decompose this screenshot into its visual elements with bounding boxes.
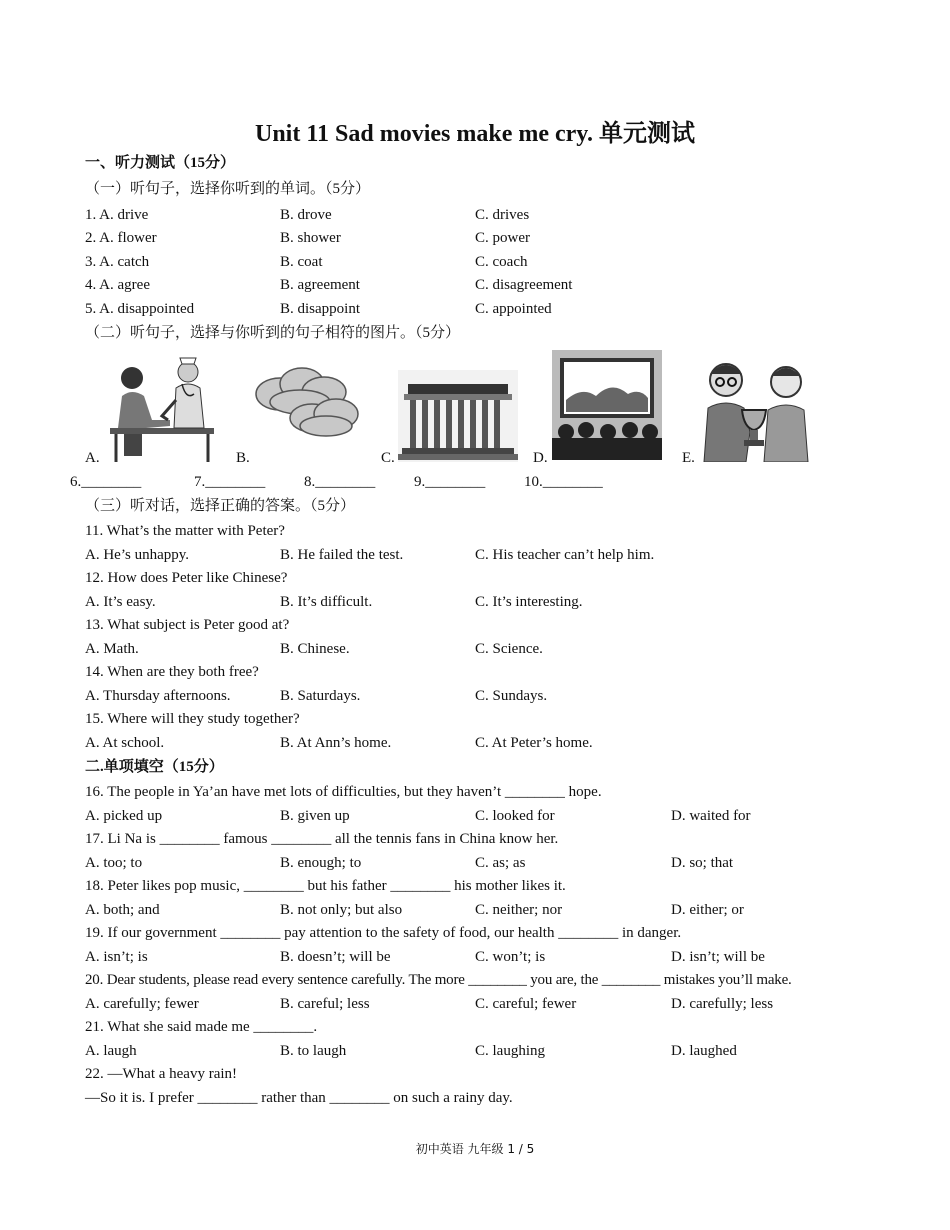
- q19-option-a: A. isn’t; is: [85, 949, 148, 965]
- q12-option-a: A. It’s easy.: [85, 594, 156, 610]
- q18-option-d: D. either; or: [671, 902, 744, 918]
- section2-heading: 二.单项填空（15分）: [85, 759, 224, 775]
- q19-option-d: D. isn’t; will be: [671, 949, 765, 965]
- q2-row: [85, 229, 885, 247]
- q15-question: 15. Where will they study together?: [85, 711, 300, 727]
- q21-option-b: B. to laugh: [280, 1043, 347, 1059]
- q20-question: 20. Dear students, please read every sentence carefully. The more ________ you are, the ________ mistakes you’ll make.: [85, 972, 792, 988]
- q11-option-c: C. His teacher can’t help him.: [475, 547, 655, 563]
- q11-options: [85, 546, 885, 564]
- q21-options: [85, 1042, 885, 1060]
- q13-options: [85, 640, 885, 658]
- q15-options: [85, 734, 885, 752]
- q15-option-b: B. At Ann’s home.: [280, 735, 392, 751]
- q20-option-b: B. careful; less: [280, 996, 370, 1012]
- q17-question: 17. Li Na is ________ famous ________ all the tennis fans in China know her.: [85, 831, 559, 847]
- picture-label-a: A.: [85, 450, 100, 466]
- page-footer: 初中英语 九年级 1 / 5: [415, 1142, 535, 1156]
- q5-option-b: B. disappoint: [280, 301, 361, 317]
- q2-option-b: B. shower: [280, 230, 341, 246]
- q2-option-c: C. power: [475, 230, 530, 246]
- picture-label-b: B.: [236, 450, 250, 466]
- q18-option-a: A. both; and: [85, 902, 160, 918]
- q19-options: [85, 948, 885, 966]
- q1-option-a: 1. A. drive: [85, 207, 149, 223]
- q16-option-c: C. looked for: [475, 808, 555, 824]
- trophy-award-icon: [698, 352, 812, 462]
- clouds-icon: [250, 362, 365, 440]
- q15-option-a: A. At school.: [85, 735, 165, 751]
- q15-option-c: C. At Peter’s home.: [475, 735, 593, 751]
- q2-option-a: 2. A. flower: [85, 230, 157, 246]
- q16-option-a: A. picked up: [85, 808, 163, 824]
- q21-question: 21. What she said made me ________.: [85, 1019, 318, 1035]
- q20-option-c: C. careful; fewer: [475, 996, 577, 1012]
- answer-blank-8: 8.________: [304, 474, 376, 490]
- q21-option-d: D. laughed: [671, 1043, 737, 1059]
- section1-heading: 一、听力测试（15分）: [85, 155, 236, 171]
- q13-option-c: C. Science.: [475, 641, 543, 657]
- page-title: Unit 11 Sad movies make me cry. 单元测试: [255, 121, 695, 147]
- q4-row: [85, 276, 885, 294]
- q4-option-b: B. agreement: [280, 277, 360, 293]
- picture-label-d: D.: [533, 450, 548, 466]
- q22-question-line2: —So it is. I prefer ________ rather than ________ on such a rainy day.: [85, 1090, 513, 1106]
- q11-option-b: B. He failed the test.: [280, 547, 404, 563]
- part1-heading: （一）听句子，选择你听到的单词。（5分）: [85, 181, 371, 197]
- q17-option-c: C. as; as: [475, 855, 526, 871]
- q1-option-c: C. drives: [475, 207, 530, 223]
- q18-option-c: C. neither; nor: [475, 902, 563, 918]
- q5-row: [85, 300, 885, 318]
- q19-option-c: C. won’t; is: [475, 949, 546, 965]
- q18-option-b: B. not only; but also: [280, 902, 403, 918]
- q16-options: [85, 807, 885, 825]
- q12-option-b: B. It’s difficult.: [280, 594, 373, 610]
- q3-option-b: B. coat: [280, 254, 323, 270]
- q18-options: [85, 901, 885, 919]
- q17-option-a: A. too; to: [85, 855, 143, 871]
- q3-option-c: C. coach: [475, 254, 528, 270]
- q13-option-b: B. Chinese.: [280, 641, 350, 657]
- q4-option-a: 4. A. agree: [85, 277, 150, 293]
- answer-blank-6: 6.________: [70, 474, 142, 490]
- q12-options: [85, 593, 885, 611]
- building-icon: [398, 370, 518, 462]
- q13-question: 13. What subject is Peter good at?: [85, 617, 290, 633]
- q16-question: 16. The people in Ya’an have met lots of difficulties, but they haven’t ________ hope.: [85, 784, 602, 800]
- q5-option-a: 5. A. disappointed: [85, 301, 195, 317]
- q11-option-a: A. He’s unhappy.: [85, 547, 190, 563]
- answer-blank-9: 9.________: [414, 474, 486, 490]
- q20-options: [85, 995, 885, 1013]
- q14-option-b: B. Saturdays.: [280, 688, 361, 704]
- q16-option-b: B. given up: [280, 808, 350, 824]
- q21-option-c: C. laughing: [475, 1043, 545, 1059]
- q1-row: [85, 206, 885, 224]
- q19-question: 19. If our government ________ pay attention to the safety of food, our health ________ in danger.: [85, 925, 682, 941]
- q14-question: 14. When are they both free?: [85, 664, 259, 680]
- q5-option-c: C. appointed: [475, 301, 552, 317]
- q4-option-c: C. disagreement: [475, 277, 573, 293]
- q20-option-a: A. carefully; fewer: [85, 996, 199, 1012]
- q19-option-b: B. doesn’t; will be: [280, 949, 391, 965]
- q11-question: 11. What’s the matter with Peter?: [85, 523, 285, 539]
- doctor-patient-icon: [102, 350, 220, 462]
- answer-blank-10: 10.________: [524, 474, 603, 490]
- answer-blank-7: 7.________: [194, 474, 266, 490]
- q12-option-c: C. It’s interesting.: [475, 594, 583, 610]
- q14-option-c: C. Sundays.: [475, 688, 548, 704]
- q1-option-b: B. drove: [280, 207, 332, 223]
- q13-option-a: A. Math.: [85, 641, 139, 657]
- q16-option-d: D. waited for: [671, 808, 751, 824]
- q3-option-a: 3. A. catch: [85, 254, 150, 270]
- q3-row: [85, 253, 885, 271]
- picture-label-e: E.: [682, 450, 695, 466]
- part3-heading: （三）听对话，选择正确的答案。（5分）: [85, 498, 356, 514]
- part2-heading: （二）听句子，选择与你听到的句子相符的图片。（5分）: [85, 325, 461, 341]
- q14-option-a: A. Thursday afternoons.: [85, 688, 231, 704]
- picture-label-c: C.: [381, 450, 395, 466]
- q20-option-d: D. carefully; less: [671, 996, 774, 1012]
- q14-options: [85, 687, 885, 705]
- q22-question-line1: 22. —What a heavy rain!: [85, 1066, 238, 1082]
- q17-option-b: B. enough; to: [280, 855, 362, 871]
- q21-option-a: A. laugh: [85, 1043, 137, 1059]
- q17-options: [85, 854, 885, 872]
- cinema-icon: [552, 350, 662, 460]
- q12-question: 12. How does Peter like Chinese?: [85, 570, 288, 586]
- q17-option-d: D. so; that: [671, 855, 734, 871]
- q18-question: 18. Peter likes pop music, ________ but his father ________ his mother likes it.: [85, 878, 566, 894]
